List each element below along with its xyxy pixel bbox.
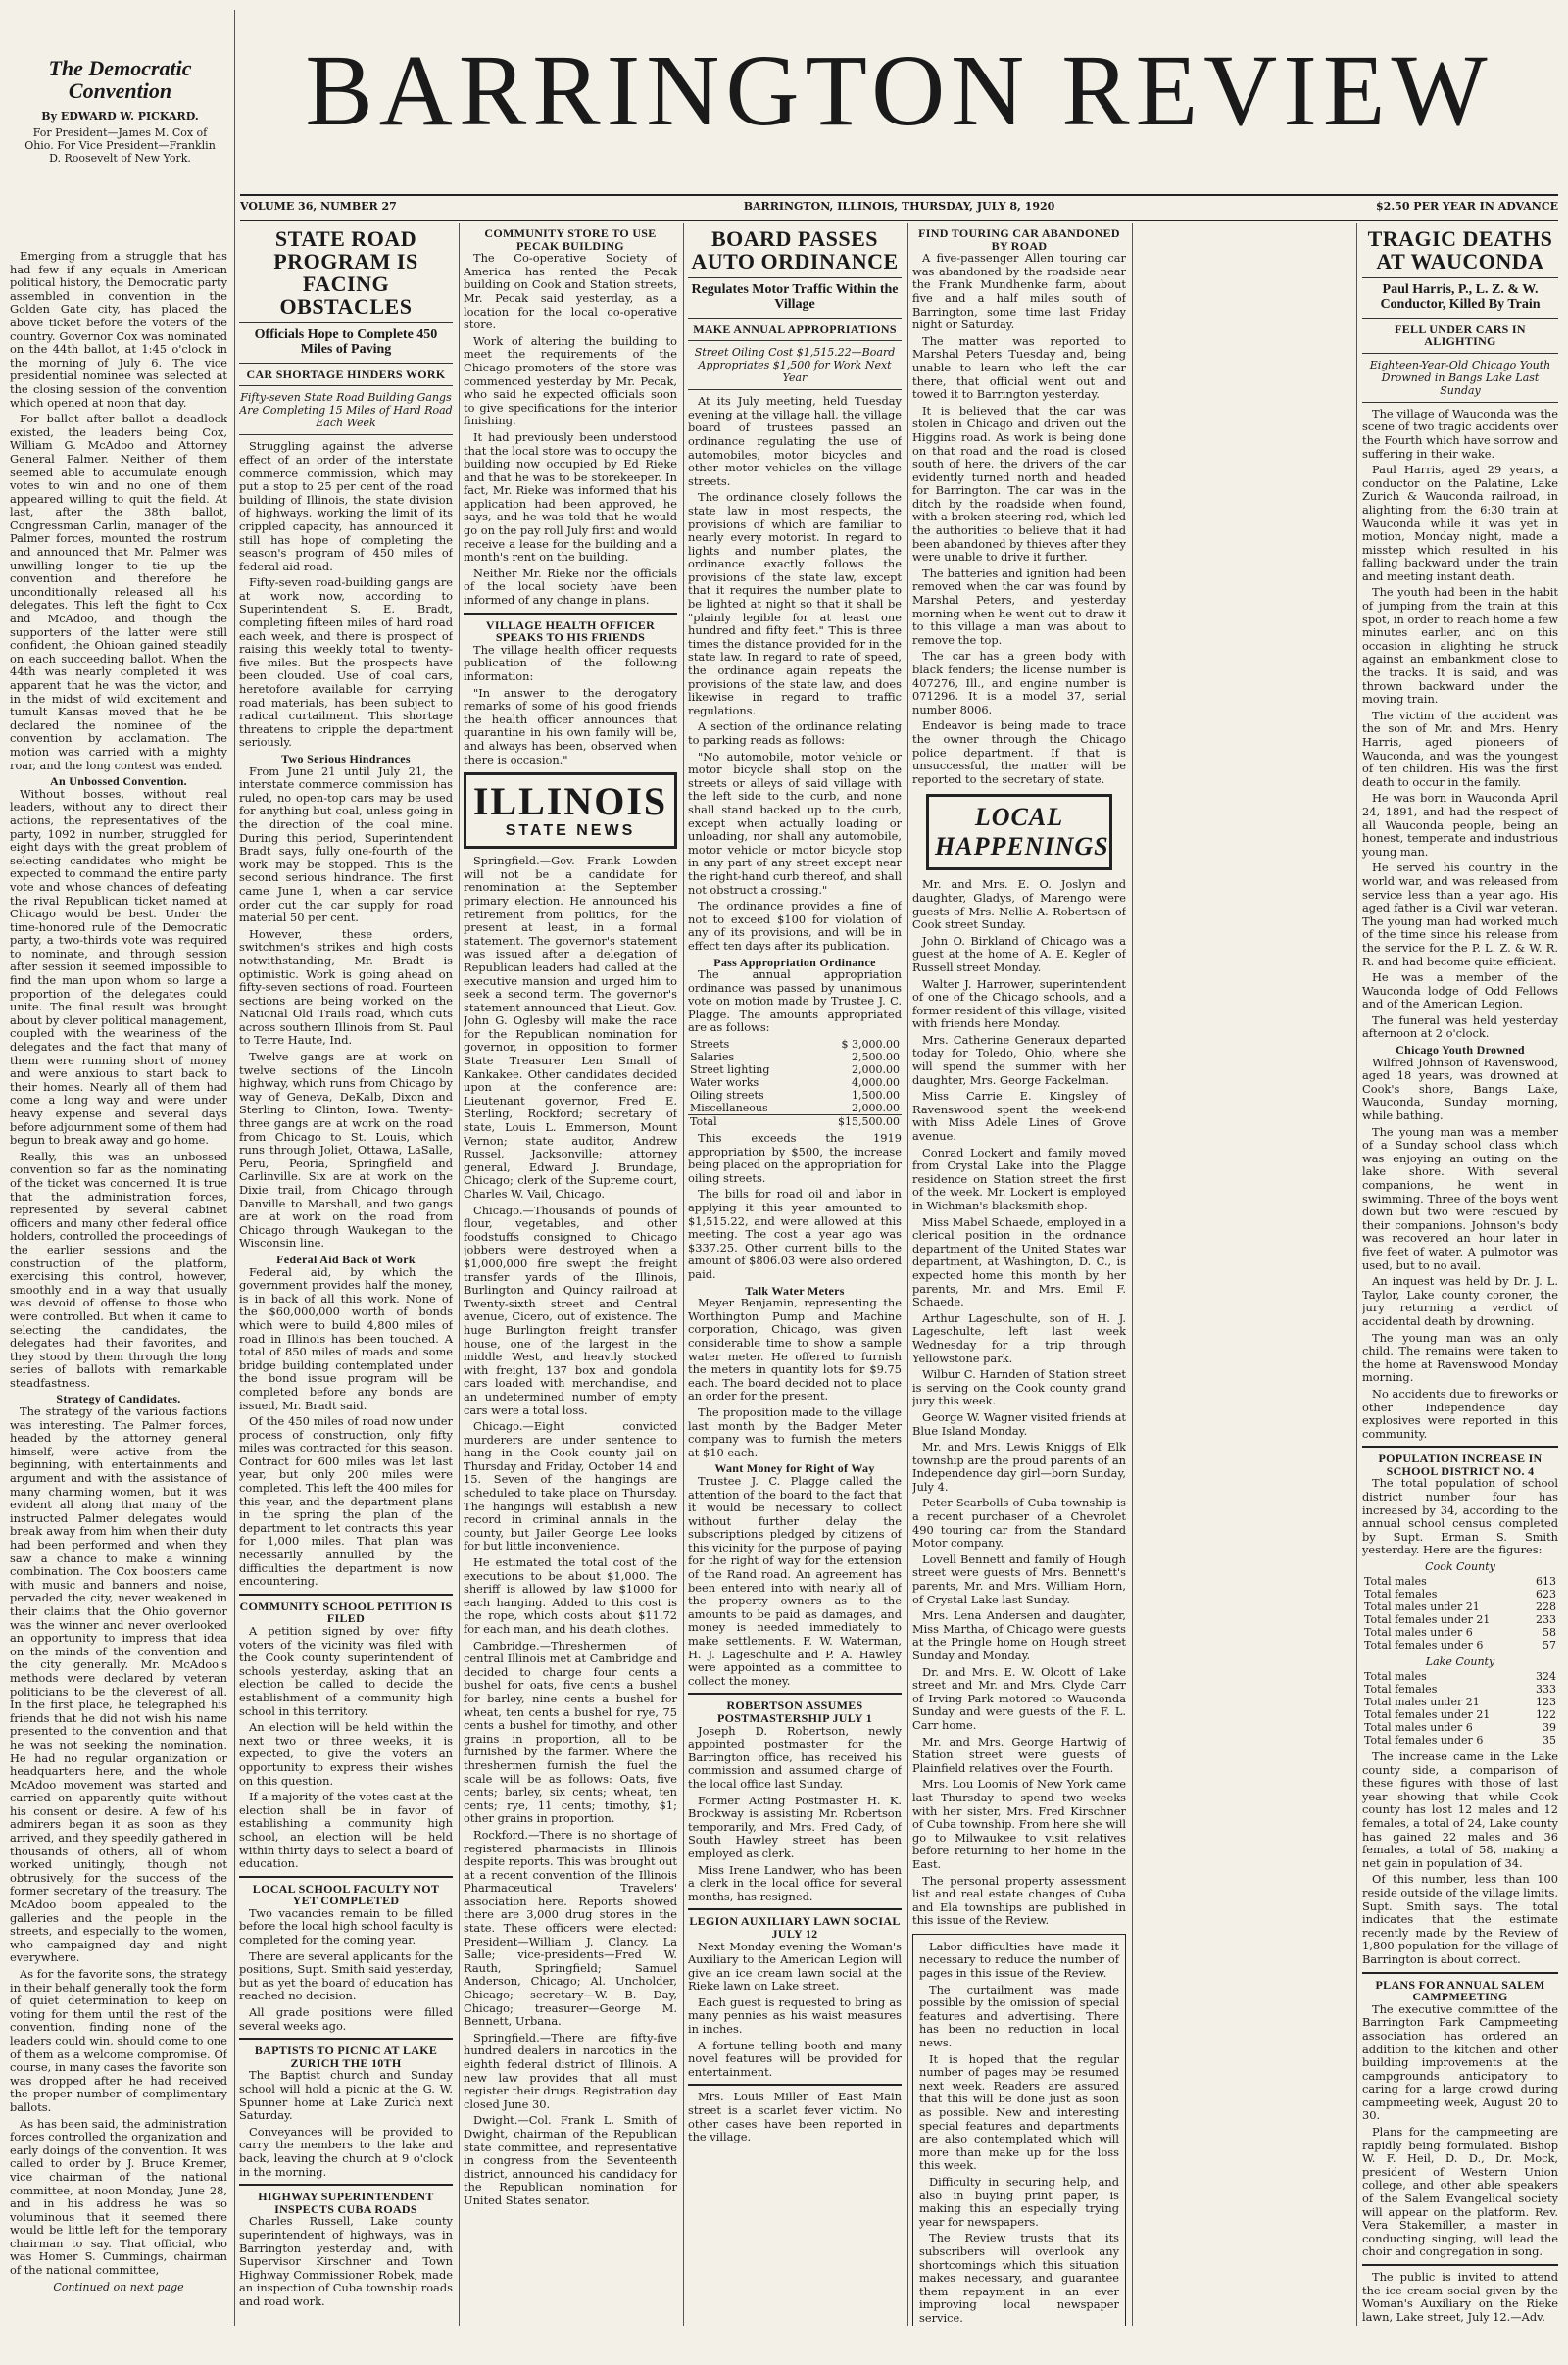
article-paragraph: He served his country in the world war, and was released from service less than a year ago. His aged father is a Civil war veteran. The young man had worked much of the time since his release from the service for the P. L. Z. & W. R. R. and had become quite efficient.: [1362, 861, 1558, 968]
article-paragraph: Trustee J. C. Plagge called the attention of the board to the fact that it would be necessary to collect without further delay the subscriptions pledged by citizens of this vicinity for the purpose of paying for the right of way for the extension of the Rand road. An agreement has been entered into with nearly all of the property owners as to the amounts to be paid as damages, and money is needed immediately to make settlements. F. W. Waterman, H. J. Lageschulte and P. A. Hawley were appointed as a committee to collect the money.: [688, 1473, 902, 1688]
table-row: [1362, 1670, 1558, 1683]
article-paragraph: A petition signed by over fifty voters of the vicinity was filed with the Cook county superintendent of schools yesterday, asking that an election be called to decide the establishment of a community high school in this territory.: [239, 1624, 453, 1718]
article-paragraph: Twelve gangs are at work on twelve sections of the Lincoln highway, which runs from Chicago by way of Geneva, DeKalb, Dixon and Sterling to Clinton, Iowa. Twenty-three gangs are at work on the road from Chicago to St. Louis, which runs through Joliet, Ottawa, LaSalle, Peru, Peoria, Springfield and Carlinville. Six are at work on the Dixie trail, from Chicago through Danville to Marshall, and two gangs are at work on the road from Chicago through Waukegan to the Wisconsin line.: [239, 1050, 453, 1251]
section-subhead: Pass Appropriation Ordinance: [713, 955, 876, 969]
table-cell: Water works: [690, 1076, 760, 1090]
table-cell: Total females: [1364, 1683, 1438, 1697]
table-row: [688, 1089, 902, 1102]
table-cell: Total males under 6: [1364, 1626, 1473, 1640]
article-paragraph: Wilfred Johnson of Ravenswood, aged 18 years, was drowned at Cook's shore, Bangs Lake, Wauconda, Sunday morning, while bathing.: [1362, 1055, 1558, 1123]
table-cell: Oiling streets: [690, 1089, 764, 1103]
table-cell: Total females under 21: [1364, 1708, 1491, 1722]
table-row: [1362, 1626, 1558, 1639]
table-cell: Total females under 21: [1364, 1613, 1491, 1627]
article-paragraph: Endeavor is being made to trace the owner through the Chicago police department. If that is unsuccessful, the matter will be reported to the secretary of state.: [912, 718, 1126, 786]
article-paragraph: Former Acting Postmaster H. K. Brockway is assisting Mr. Robertson temporarily, and Mrs. Fred Cady, of South Hawley street has been employed as clerk.: [688, 1793, 902, 1860]
article-paragraph: The young man was a member of a Sunday school class which was enjoying an outing on the lake shore. With several companions, he went in swimming. Three of the boys went down but two were rescued by their companions. Johnson's body was recovered an hour later in five feet of water. A pulmotor was used, but to no avail.: [1362, 1124, 1558, 1272]
article-paragraph: The increase came in the Lake county side, a comparison of these figures with those of last year showing that while Cook county has lost 12 males and 12 females, a total of 24, Lake county has gained 22 males and 36 females, a total of 58, making a net gain in population of 34.: [1362, 1749, 1558, 1870]
article-paragraph: As for the favorite sons, the strategy in their behalf generally took the form of quiet determination to keep on voting for them until the rest of the convention, finding none of the leaders could win, should come to one of them as a welcome compromise. Of course, in many cases the favorite son was dropped after he had received the proper number of complimentary ballots.: [10, 1967, 227, 2114]
deck-head: Eighteen-Year-Old Chicago Youth Drowned in Bangs Lake Last Sunday: [1369, 358, 1551, 397]
masthead-title: BARRINGTON REVIEW: [305, 34, 1494, 147]
article-paragraph: Charles Russell, Lake county superintendent of highways, was in Barrington yesterday and, with Supervisor Kirschner and Town Highway Commissioner Robek, made an inspection of Cuba township roads and road work.: [239, 2214, 453, 2308]
local-item: Miss Mabel Schaede, employed in a clerical position in the ordnance department of the United States war department, at Washington, D. C., is expected home this month by her parents, Mr. and Mrs. Emil F. Schaede.: [912, 1214, 1126, 1309]
table-cell: Street lighting: [690, 1063, 770, 1077]
labor-notice-box: [912, 1934, 1126, 2326]
article-paragraph: Paul Harris, aged 29 years, a conductor on the Palatine, Lake Zurich & Wauconda railroad, in alighting from the 6:30 train at Wauconda while it was yet in motion, Monday night, made a misstep which resulted in his falling backward under the train and meeting instant death.: [1362, 463, 1558, 583]
article-paragraph: As has been said, the administration forces controlled the organization and early doings of the convention. It was called to order by J. Bruce Kremer, vice chairman of the national committee, at noon Monday, June 28, and in his address he was so voluminous that it seemed there would be little left for the temporary chairman to say. That official, who was Homer S. Cummings, chairman of the national committee,: [10, 2116, 227, 2278]
table-cell: Miscellaneous: [690, 1102, 768, 1115]
table-row: [1362, 1721, 1558, 1734]
table-cell: Total females under 6: [1364, 1734, 1484, 1748]
local-item: Peter Scarbolls of Cuba township is a recent purchaser of a Chevrolet 490 touring car from the Standard Motor company.: [912, 1496, 1126, 1551]
local-item: Mrs. Lou Loomis of New York came last Thursday to spend two weeks with her sister, Mrs. Fred Kirschner of Cuba township. From here she will go to Milwaukee to visit relatives before returning to her home in the East.: [912, 1777, 1126, 1871]
article-paragraph: Springfield.—Gov. Frank Lowden will not be a candidate for renomination at the September primary election. He announced his retirement from politics, for the present at least, in a formal statement. The governor's statement was issued after a delegation of Republican leaders had called at the executive mansion and urged him to seek a second term. The governor's statement announced that Lieut. Gov. John G. Oglesby will make the race for the Republican nomination for governor, in opposition to former State Treasurer Len Small of Kankakee. Other candidates decided upon at the conference are: Lieutenant governor, Fred E. Sterling, Rockford; secretary of state, Louis L. Emmerson, Mount Vernon; state auditor, Andrew Russel, Jacksonville; attorney general, Edward J. Brundage, Chicago; clerk of the Supreme court, Charles W. Vail, Chicago.: [464, 854, 677, 1201]
sidebar-header: [10, 10, 230, 245]
column-auto-ordinance: [688, 227, 902, 2326]
deck-head: Officials Hope to Complete 450 Miles of Paving: [254, 327, 438, 358]
table-cell: Total females: [1364, 1588, 1438, 1601]
deck-head: Regulates Motor Traffic Within the Village: [691, 282, 899, 312]
deck-head: MAKE ANNUAL APPROPRIATIONS: [693, 321, 897, 336]
headline-auto-ordinance: BOARD PASSES AUTO ORDINANCE: [691, 227, 899, 274]
column-rule: [1356, 223, 1357, 2326]
article-paragraph: Work of altering the building to meet the requirements of the Chicago promoters of the store was commenced yesterday by Mr. Pecak, who said he expected officials soon to give specifications for the interior finishing.: [464, 333, 677, 428]
article-paragraph: If a majority of the votes cast at the election shall be in favor of establishing a community high school, an election will be held within thirty days to select a board of education.: [239, 1790, 453, 1871]
table-row: [1362, 1708, 1558, 1721]
article-paragraph: The proposition made to the village last month by the Badger Meter company was to furnish the meters at $10 each.: [688, 1404, 902, 1459]
table-cell: Total males under 21: [1364, 1601, 1480, 1614]
illinois-state-news-banner: [464, 772, 677, 849]
article-paragraph: The batteries and ignition had been removed when the car was found by Marshal Peters, and yesterday morning when he went out to draw it to this village a man was about to remove the top.: [912, 566, 1126, 647]
headline-baptist-picnic: BAPTISTS TO PICNIC AT LAKE ZURICH THE 10TH: [254, 2044, 438, 2070]
table-row: [1362, 1601, 1558, 1613]
table-cell: $15,500.00: [838, 1115, 900, 1129]
section-subhead: Talk Water Meters: [745, 1283, 845, 1298]
lake-county-census-table: [1362, 1670, 1558, 1747]
local-item: Mrs. Catherine Generaux departed today for Toledo, Ohio, where she will spend the summer with her daughter, Mrs. George Fackelman.: [912, 1032, 1126, 1087]
article-paragraph: The victim of the accident was the son of Mr. and Mrs. Henry Harris, aged pioneers of Wauconda, and was the youngest of ten children. His was the first death to occur in the family.: [1362, 708, 1558, 789]
local-item: Lovell Bennett and family of Hough street were guests of Mrs. Bennett's parents, Mr. and Mrs. William Horn, of Crystal Lake last Sunday.: [912, 1552, 1126, 1606]
deck-head: Street Oiling Cost $1,515.22—Board Appropriates $1,500 for Work Next Year: [694, 346, 896, 385]
table-row: [688, 1076, 902, 1089]
article-paragraph: "In answer to the derogatory remarks of some of his good friends the health officer announces that quarantine in his own family will be, and always has been, observed when there is occasion.": [464, 685, 677, 766]
table-cell: 57: [1543, 1639, 1556, 1652]
volume-number: VOLUME 36, NUMBER 27: [240, 200, 397, 213]
table-cell: 4,000.00: [852, 1076, 900, 1090]
article-paragraph: Plans for the campmeeting are rapidly being formulated. Bishop W. F. Heil, D. D., Dr. Mock, president of Western Union college, and other able speakers of the Salem Evangelical society will appear on the platform. Rev. Vera Stakemiller, a master in conducting singing, will lead the choir and congregation in song.: [1362, 2125, 1558, 2259]
advertisement-notice: The public is invited to attend the ice cream social given by the Woman's Auxiliary on the Rieke lawn, Lake street, July 12.—Adv.: [1362, 2270, 1558, 2324]
article-paragraph: Each guest is requested to bring as many pennies as his waist measures in inches.: [688, 1995, 902, 2037]
subscription-price: $2.50 PER YEAR IN ADVANCE: [1376, 200, 1558, 213]
article-paragraph: The youth had been in the habit of jumping from the train at this spot, in order to reach home a few minutes earlier, and on this occasion in alighting he struck against an embankment close to the tracks. It is said, and was thrown backward under the moving train.: [1362, 585, 1558, 707]
headline-population: POPULATION INCREASE IN SCHOOL DISTRICT NO. 4: [1378, 1452, 1543, 1478]
table-row: [1362, 1588, 1558, 1601]
notice-paragraph: The Review trusts that its subscribers will overlook any shortcomings which this situation makes necessary, and guarantee them repayment in an ever improving local newspaper service.: [919, 2231, 1119, 2325]
table-cell: 233: [1536, 1613, 1556, 1627]
article-paragraph: Federal aid, by which the government provides half the money, is in back of all this work. None of the $60,000,000 worth of bonds which were to build 4,800 miles of road in Illinois has been touched. A total of 850 miles of roads and some bridge building contemplated under the bond issue program will be completed before any bonds are issued, Mr. Bradt said.: [239, 1264, 453, 1412]
article-paragraph: He estimated the total cost of the executions to be about $1,000. The sheriff is allowed by law $1000 for each hanging. Added to this cost is the rope, which costs about $11.72 for each man, and his death clothes.: [464, 1555, 677, 1636]
table-cell: 39: [1543, 1721, 1556, 1735]
table-row: [688, 1102, 902, 1115]
sidebar-title: The Democratic Convention: [48, 56, 192, 104]
article-paragraph: An election will be held within the next two or three weeks, it is expected, to give the voters an opportunity to express their wishes on this question.: [239, 1720, 453, 1788]
table-section-label: Cook County: [1425, 1560, 1495, 1574]
table-cell: 122: [1536, 1708, 1556, 1722]
dateline-bar: [240, 200, 1558, 218]
article-paragraph: Chicago.—Thousands of pounds of flour, vegetables, and other foodstuffs consigned to Chicago jobbers were destroyed when a $1,000,000 fire swept the freight transfer yards of the Illinois, Burlington and Quincy railroad at Twenty-sixth street and Central avenue, Cicero, out of existence. The huge Burlington freight transfer house, one of the largest in the middle West, and heavily stocked with freight, 137 box and gondola cars loaded with merchandise, and an undetermined number of empty cars were a total loss.: [464, 1203, 677, 1417]
article-paragraph: A five-passenger Allen touring car was abandoned by the roadside near the Frank Mundhenke farm, about five and a half miles south of Barrington, some time last Friday night or Saturday.: [912, 251, 1126, 332]
column-wauconda: [1362, 227, 1558, 2326]
column-community-state-news: [464, 227, 677, 2326]
article-paragraph: It is believed that the car was stolen in Chicago and driven out the Higgins road. As work is being done on that road and the road is closed south of here, the drivers of the car evidently turned north and headed for Barrington. The car was in the ditch by the roadside when found, with a broken steering rod, which led the authorities to believe that it had been abandoned by thieves after they were unable to drive it further.: [912, 403, 1126, 565]
table-section-label: Lake County: [1425, 1655, 1495, 1669]
article-paragraph: It had previously been understood that the local store was to occupy the building now occupied by Ed Rieke and that he was to be storekeeper. In fact, Mr. Rieke was informed that his application had been approved, he says, and he was told that he would go on the pay roll July first and would receive a lease for the building and a month's rent on the building.: [464, 429, 677, 565]
notice-paragraph: Difficulty in securing help, and also in buying print paper, is making this an especially trying year for newspapers.: [919, 2174, 1119, 2229]
table-cell: Total males: [1364, 1575, 1427, 1589]
column-local-happenings: [912, 227, 1126, 2326]
deck-head: FELL UNDER CARS IN ALIGHTING: [1395, 321, 1526, 349]
headline-robertson: ROBERTSON ASSUMES POSTMASTERSHIP JULY 1: [716, 1699, 873, 1725]
local-item: Mrs. Lena Andersen and daughter, Miss Martha, of Chicago were guests at the Pringle home on Hough street Sunday and Monday.: [912, 1608, 1126, 1662]
table-cell: Total males under 6: [1364, 1721, 1473, 1735]
article-paragraph: A section of the ordinance relating to parking reads as follows:: [688, 719, 902, 747]
table-cell: Total females under 6: [1364, 1639, 1484, 1652]
article-paragraph: He was born in Wauconda April 24, 1891, and had the respect of all Wauconda people, being an honest, temperate and industrious young man.: [1362, 791, 1558, 859]
headline-school-petition: COMMUNITY SCHOOL PETITION IS FILED: [239, 1599, 453, 1626]
table-cell: 2,500.00: [852, 1051, 900, 1064]
article-paragraph: This exceeds the 1919 appropriation by $500, the increase being placed on the appropriation for oiling streets.: [688, 1131, 902, 1185]
article-paragraph: The car has a green body with black fenders; the license number is 407276, Ill., and engine number is 071296. It is a model 37, serial number 8006.: [912, 649, 1126, 716]
headline-state-road: STATE ROAD PROGRAM IS FACING OBSTACLES: [273, 227, 418, 320]
article-paragraph: The strategy of the various factions was interesting. The Palmer forces, headed by the attorney general himself, were active from the beginning, with entertainments and argument and with the assistance of many charming women, but it was evident all along that many of the instructed Palmer delegates would break away from him when their duty had been performed and when they saw a chance to make a winning combination. The Cox boosters came with music and banners and noise, pervaded the city, never weakened in their claims that the Ohio governor was the winner and never overlooked an opportunity to impress that idea on the minds of the convention and the city generally. Mr. McAdoo's methods were declared by veteran politicians to be the cleverest of all. In the first place, he telegraphed his friends that he did not wish his name presented to the convention and that he was not seeking the nomination. He had no regular organization or headquarters here, and the whole McAdoo movement was started and carried on apparently quite without his consent or desire. A few of his admirers began it as soon as they arrived, and they speedily gathered in thousands of others, all of whom worked unitingly, though not obtrusively, for the success of the former secretary of the treasury. The McAdoo boom appealed to the galleries and the people in the streets, and especially to the women, who campaigned day and night everywhere.: [10, 1404, 227, 1965]
article-paragraph: The village of Wauconda was the scene of two tragic accidents over the Fourth which have sorrow and suffering in their wake.: [1362, 406, 1558, 461]
deck-head: Paul Harris, P., L. Z. & W. Conductor, Killed By Train: [1380, 282, 1541, 312]
headline-school-faculty: LOCAL SCHOOL FACULTY NOT YET COMPLETED: [252, 1881, 440, 1908]
table-cell: 2,000.00: [852, 1102, 900, 1115]
headline-health-officer: VILLAGE HEALTH OFFICER SPEAKS TO HIS FRIENDS: [485, 617, 656, 645]
table-cell: 228: [1536, 1601, 1556, 1614]
column-rule: [234, 10, 235, 2326]
article-paragraph: The executive committee of the Barrington Park Campmeeting association has ordered an addition to the kitchen and other building improvements at the campgrounds anticipatory to caring for a large crowd during campmeeting week, August 20 to 30.: [1362, 2001, 1558, 2123]
table-row: [1362, 1613, 1558, 1626]
section-subhead: Chicago Youth Drowned: [1396, 1043, 1525, 1058]
table-cell: 623: [1536, 1588, 1556, 1601]
article-paragraph: However, these orders, switchmen's strikes and high costs notwithstanding, Mr. Bradt is optimistic. Work is going ahead on fifty-seven sections of road. Fourteen sections are being worked on the National Old Trails road, which cuts across southern Illinois from St. Paul to Terre Haute, Ind.: [239, 926, 453, 1048]
headline-legion-auxiliary: LEGION AUXILIARY LAWN SOCIAL JULY 12: [689, 1914, 901, 1941]
local-item: Dr. and Mrs. E. W. Olcott of Lake street and Mr. and Mrs. Clyde Carr of Irving Park motored to Wauconda Sunday and were guests of the F. L. Carr home.: [912, 1664, 1126, 1732]
notice-paragraph: The curtailment was made possible by the omission of special features and advertising. There has been no reduction in local news.: [919, 1982, 1119, 2050]
cook-county-census-table: [1362, 1575, 1558, 1651]
issue-date: BARRINGTON, ILLINOIS, THURSDAY, JULY 8, 1920: [743, 200, 1055, 213]
article-paragraph: Fifty-seven road-building gangs are at work now, according to Superintendent S. E. Bradt, completing fifteen miles of hard road each week, and there is prospect of raising this weekly total to twenty-five miles. But the prospects have been clouded. Use of coal cars, heretofore available for carrying road materials, has been subject to radical curtailment. This shortage threatens to cripple the department seriously.: [239, 575, 453, 750]
section-subhead: Two Serious Hindrances: [281, 752, 411, 765]
headline-campmeeting: PLANS FOR ANNUAL SALEM CAMPMEETING: [1375, 1977, 1545, 2004]
article-paragraph: Of this number, less than 100 reside outside of the village limits, Supt. Smith says. The total indicates that the estimate recently made by the Review of 1,800 population for the village of Barrington is about correct.: [1362, 1872, 1558, 1966]
table-cell: Total males: [1364, 1670, 1427, 1684]
local-item: John O. Birkland of Chicago was a guest at the home of A. E. Kegler of Russell street Monday.: [912, 933, 1126, 974]
local-item: The personal property assessment list and real estate changes of Cuba and Ela townships are published in this issue of the Review.: [912, 1873, 1126, 1928]
local-item: Walter J. Harrower, superintendent of one of the Chicago schools, and a former resident of this village, visited with friends here Monday.: [912, 976, 1126, 1031]
headline-tragic-deaths: TRAGIC DEATHS AT WAUCONDA: [1367, 227, 1553, 274]
article-paragraph: A fortune telling booth and many novel features will be provided for entertainment.: [688, 2038, 902, 2079]
article-paragraph: An inquest was held by Dr. J. L. Taylor, Lake county coroner, the jury returning a verdict of accidental death by drowning.: [1362, 1274, 1558, 1328]
article-paragraph: Of the 450 miles of road now under process of construction, only fifty miles was contracted for this season. Contract for 600 miles was let last year, but only 200 miles were completed. This left the 400 miles for this year, and the department plans in the spring the plan of the department to let contracts this year for 1,000 miles. That plan was necessarily annulled by the difficulties the department is now encountering.: [239, 1414, 453, 1589]
article-paragraph: From June 21 until July 21, the interstate commerce commission has ruled, no open-top cars may be used for anything but coal, unless going in the direction of the coal mine. During this period, Superintendent Bradt says, fully one-fourth of the work may be stopped. This is the second serious hindrance. The first came June 1, when a car service order cut the car supply for road material 50 per cent.: [239, 764, 453, 925]
article-paragraph: At its July meeting, held Tuesday evening at the village hall, the village board of trustees passed an ordinance regulating the use of automobiles, motor bicycles and other motor vehicles on the village streets.: [688, 394, 902, 488]
table-cell: $ 3,000.00: [841, 1038, 900, 1052]
table-row: [1362, 1683, 1558, 1696]
state-news-subtitle: STATE NEWS: [505, 822, 636, 840]
section-subhead: Strategy of Candidates.: [56, 1392, 181, 1406]
table-cell: 1,500.00: [852, 1089, 900, 1103]
article-paragraph: The total population of school district number four has increased by 34, according to the annual school census completed by Supt. Erman S. Smith yesterday. Here are the figures:: [1362, 1476, 1558, 1557]
column-rule: [907, 223, 908, 2326]
table-cell: 333: [1536, 1683, 1556, 1697]
article-paragraph: The young man was an only child. The remains were taken to the home at Ravenswood Monday morning.: [1362, 1330, 1558, 1385]
article-paragraph: The Baptist church and Sunday school will hold a picnic at the G. W. Spunner home at Lake Zurich next Saturday.: [239, 2068, 453, 2123]
local-item: Miss Carrie E. Kingsley of Ravenswood spent the week-end with Miss Adele Lines of Grove avenue.: [912, 1089, 1126, 1144]
notice-paragraph: Labor difficulties have made it necessary to reduce the number of pages in this issue of the Review.: [919, 1939, 1119, 1981]
sidebar-byline: By EDWARD W. PICKARD.: [41, 110, 199, 123]
masthead-rule: [240, 194, 1558, 196]
article-paragraph: Neither Mr. Rieke nor the officials of the local society have been informed of any change in plans.: [464, 566, 677, 608]
deck-head: CAR SHORTAGE HINDERS WORK: [246, 367, 446, 381]
article-paragraph: The matter was reported to Marshal Peters Tuesday and, being unable to learn who left the car there, that official went out and towed it to Barrington yesterday.: [912, 333, 1126, 402]
table-cell: 123: [1536, 1696, 1556, 1709]
table-cell: 2,000.00: [852, 1063, 900, 1077]
article-paragraph: Two vacancies remain to be filled before the local high school faculty is completed for the coming year.: [239, 1905, 453, 1947]
column-rule: [459, 223, 460, 2326]
notice-paragraph: It is hoped that the regular number of pages may be resumed next week. Readers are assured that this will be done just as soon as possible. New and interesting special features and departments are also contemplated which will more than make up for the loss this week.: [919, 2051, 1119, 2173]
local-item: Arthur Lageschulte, son of H. J. Lageschulte, left last week Wednesday for a trip through Yellowstone park.: [912, 1310, 1126, 1365]
article-paragraph: No accidents due to fireworks or other Independence day explosives were reported in this community.: [1362, 1386, 1558, 1441]
article-paragraph: Joseph D. Robertson, newly appointed postmaster for the Barrington office, has received his commission and assumed charge of the local office last Sunday.: [688, 1723, 902, 1791]
table-cell: 58: [1543, 1626, 1556, 1640]
article-paragraph: Next Monday evening the Woman's Auxiliary to the American Legion will give an ice cream lawn social at the Rieke lawn on Lake street.: [688, 1939, 902, 1994]
local-item: Conrad Lockert and family moved from Crystal Lake into the Plagge residence on Station street the first of the week. Mr. Lockert is employed in Wichman's blacksmith shop.: [912, 1145, 1126, 1212]
table-cell: Streets: [690, 1038, 730, 1052]
article-paragraph: Emerging from a struggle that has had few if any equals in American political history, the Democratic party assembled in convention in the Golden Gate city, has placed the above ticket before the voters of the country. Governor Cox was nominated on the 44th ballot, at 1:45 o'clock in the morning of July 6. The vice presidential nominee was selected at the closing session of the convention which opened at noon that day.: [10, 250, 227, 410]
article-paragraph: The Co-operative Society of America has rented the Pecak building on Cook and Station streets, Mr. Pecak said yesterday, as a location for the local co-operative store.: [464, 251, 677, 332]
article-paragraph: Without bosses, without real leaders, without any to direct their actions, the representatives of the party, 1092 in number, struggled for eight days with the great problem of selecting candidates who might be expected to command the entire party vote and whose chances of defeating the rival Republican ticket named at Chicago would be best. Under the time-honored rule of the Democratic party, a two-thirds vote was required to nominate, and through session after session it seemed impossible to find the man upon whom so large a proportion of the delegates could unite. The final result was brought about by clever political management, coupled with the weariness of the delegates and the fact that many of them were running short of money and were anxious to start back to their homes. Nearly all of them had come a long way and were under heavy expense and several days before adjournment some of them had begun to break away and go home.: [10, 786, 227, 1148]
local-happenings-title: LOCAL HAPPENINGS: [935, 803, 1109, 862]
column-rule: [1132, 223, 1133, 2326]
article-paragraph: The ordinance closely follows the state law in most respects, the provisions of which are familiar to nearly every motorist. In regard to lights and number plates, the ordinance exactly follows the provisions of the state law, except that it requires the number plate to be lighted at night so that it shall be "plainly legible for at least one hundred and fifty feet." This is three times the distance provided for in the state law. In regard to rate of speed, the ordinance again repeats the provisions of the state law, and does likewise in regard to traffic regulations.: [688, 490, 902, 717]
table-cell: Total: [690, 1115, 717, 1129]
article-paragraph: The village health officer requests publication of the following information:: [464, 642, 677, 683]
sidebar-nominees: For President—James M. Cox of Ohio. For Vice President—Franklin D. Roosevelt of New York.: [24, 126, 216, 166]
local-item: George W. Wagner visited friends at Blue Island Monday.: [912, 1409, 1126, 1438]
article-paragraph: He was a member of the Wauconda lodge of Odd Fellows and of the American Legion.: [1362, 970, 1558, 1011]
article-paragraph: Meyer Benjamin, representing the Worthington Pump and Machine corporation, Chicago, was given considerable time to show a sample water meter. He offered to furnish the meters in quantity lots for $9.75 each. The board decided not to place an order for the present.: [688, 1296, 902, 1404]
section-subhead: An Unbossed Convention.: [50, 774, 187, 789]
table-row: [688, 1038, 902, 1051]
state-news-title: ILLINOIS: [472, 779, 668, 824]
table-row: [1362, 1575, 1558, 1588]
table-row: [1362, 1639, 1558, 1651]
table-row: [1362, 1734, 1558, 1747]
masthead-rule-bottom: [240, 220, 1558, 221]
table-row: [688, 1051, 902, 1063]
table-cell: Salaries: [690, 1051, 735, 1064]
article-paragraph: The ordinance provides a fine of not to exceed $100 for violation of any of its provisions, and will be in effect ten days after its publication.: [688, 899, 902, 953]
local-item: Mr. and Mrs. George Hartwig of Station street were guests of Plainfield relatives over the Fourth.: [912, 1734, 1126, 1775]
article-paragraph: There are several applicants for the positions, Supt. Smith said yesterday, but as yet the board of education has reached no decision.: [239, 1948, 453, 2003]
table-cell: 324: [1536, 1670, 1556, 1684]
article-paragraph: The funeral was held yesterday afternoon at 2 o'clock.: [1362, 1012, 1558, 1041]
section-subhead: Federal Aid Back of Work: [276, 1252, 416, 1266]
article-paragraph: For ballot after ballot a deadlock existed, the leaders being Cox, William G. McAdoo and Attorney General Palmer. Neither of them seemed able to accumulate enough votes to win and no one of them appeared willing to quit the field. At last, after the 38th ballot, Congressman Carlin, manager of the Palmer forces, mounted the rostrum and announced that Mr. Palmer was unwilling longer to tie up the convention and therefore he unconditionally released all his delegates. This left the fight to Cox and McAdoo, and though the supporters of the latter were still confident, the Ohioan gained steadily on each succeeding ballot. When the 44th was nearly completed it was apparent that he was the victor, and in the midst of wild excitement and tumult Kansas moved that he be declared the nominee of the convention by acclamation. The motion was carried with a mighty roar, and the long contest was ended.: [10, 412, 227, 772]
table-total-row: [688, 1115, 902, 1129]
article-paragraph: The annual appropriation ordinance was passed by unanimous vote on motion made by Trustee J. C. Plagge. The amounts appropriated are as follows:: [688, 967, 902, 1035]
local-item: Mr. and Mrs. Lewis Kniggs of Elk township are the proud parents of an Independence day girl—born Sunday, July 4.: [912, 1440, 1126, 1494]
article-paragraph: Dwight.—Col. Frank L. Smith of Dwight, chairman of the Republican state committee, and representative in congress from the Seventeenth district, announced his candidacy for the Republican nomination for United States senator.: [464, 2113, 677, 2207]
appropriation-table: [688, 1038, 902, 1128]
table-cell: 613: [1536, 1575, 1556, 1589]
headline-highway-superintendent: HIGHWAY SUPERINTENDENT INSPECTS CUBA ROADS: [258, 2190, 434, 2216]
deck-head: Fifty-seven State Road Building Gangs Are Completing 15 Miles of Hard Road Each Week: [239, 391, 453, 430]
article-paragraph: The bills for road oil and labor in applying it this year amounted to $1,515.22, and were allowed at this meeting. The cost a year ago was $337.25. Other current bills to the amount of $806.03 were also ordered paid.: [688, 1187, 902, 1281]
article-paragraph: Springfield.—There are fifty-five hundred dealers in narcotics in the eighth federal district of Illinois. A new law provides that all must register their drugs. Registration day closed June 30.: [464, 2030, 677, 2111]
table-cell: Total males under 21: [1364, 1696, 1480, 1709]
article-paragraph: Struggling against the adverse effect of an order of the interstate commerce commission, which may put a stop to 25 per cent of the road building of Illinois, the state division of highways, working the limit of its crippled capacity, has announced it still has hope of completing the season's program of 450 miles of federal aid road.: [239, 439, 453, 573]
article-paragraph: All grade positions were filled several weeks ago.: [239, 2005, 453, 2033]
column-rule: [683, 223, 684, 2326]
column-convention: [10, 250, 227, 2326]
article-paragraph: Cambridge.—Threshermen of central Illinois met at Cambridge and decided to charge four cents a bushel for oats, five cents a bushel for barley, nine cents a bushel for wheat, ten cents a bushel for rye, 75 cents a bushel for timothy, and other grains in proportion, all to be furnished by the farmer. Where the threshermen furnish the fuel the scale will be as follows: Oats, five cents; barley, six cents; wheat, ten cents; rye, 11 cents; timothy, $1; other grains in proportion.: [464, 1638, 677, 1826]
continued-note: Continued on next page: [53, 2280, 184, 2293]
article-paragraph: Mrs. Louis Miller of East Main street is a scarlet fever victim. No other cases have been reported in the village.: [688, 2090, 902, 2144]
column-state-road: [239, 227, 453, 2326]
section-subhead: Want Money for Right of Way: [714, 1461, 875, 1476]
article-paragraph: Chicago.—Eight convicted murderers are under sentence to hang in the Cook county jail on Thursday and Friday, October 14 and 15. Seven of the hangings are scheduled to take place on Thursday. The hangings will establish a new record in criminal annals in the county, but Jailer George Lee looks for but little inconvenience.: [464, 1419, 677, 1553]
table-row: [1362, 1696, 1558, 1708]
local-happenings-banner: [926, 794, 1112, 870]
article-paragraph: "No automobile, motor vehicle or motor bicycle shall stop on the streets or alleys of said village with the left side to the curb, and none shall stand backed up to the curb, except when actually loading or unloading, nor shall any automobile, motor vehicle or motor bicycle stop in any part of any street except near the right-hand curb thereof, and shall not obstruct a crossing.": [688, 749, 902, 897]
table-cell: 35: [1543, 1734, 1556, 1748]
newspaper-page: [10, 10, 1558, 2345]
local-item: Mr. and Mrs. E. O. Joslyn and daughter, Gladys, of Marengo were guests of Mrs. Nellie A. Robertson of Cook street Sunday.: [912, 877, 1126, 932]
article-paragraph: Really, this was an unbossed convention so far as the nominating of the ticket was concerned. It is true that the administration forces, represented by several cabinet officers and many other federal office holders, controlled the proceedings of the earlier sessions and the construction of the platform, exercising this control, however, smoothly and in a way that usually was devoid of offense to those who were controlled. But when it came to selecting the candidates, the delegates had their favorites, and they stood by them through the long series of ballots with remarkable steadfastness.: [10, 1149, 227, 1390]
local-item: Wilbur C. Harnden of Station street is serving on the Cook county grand jury this week.: [912, 1367, 1126, 1408]
article-paragraph: Miss Irene Landwer, who has been a clerk in the local office for several months, has resigned.: [688, 1862, 902, 1903]
headline-touring-car: FIND TOURING CAR ABANDONED BY ROAD: [918, 227, 1120, 253]
article-paragraph: Conveyances will be provided to carry the members to the lake and back, leaving the church at 9 o'clock in the morning.: [239, 2124, 453, 2179]
article-paragraph: Rockford.—There is no shortage of registered pharmacists in Illinois despite reports. This was brought out at a recent convention of the Illinois Pharmaceutical Travelers' association here. Reports showed there are 3,000 drug stores in the state. These officers were elected: President—William J. Clancy, La Salle; vice-presidents—Fred W. Rauth, Springfield; Samuel Anderson, Chicago; Al. Uncholder, Chicago; secretary—W. B. Day, Chicago; treasurer—George M. Bennett, Urbana.: [464, 1827, 677, 2029]
headline-community-store: COMMUNITY STORE TO USE PECAK BUILDING: [484, 227, 657, 253]
table-row: [688, 1063, 902, 1076]
